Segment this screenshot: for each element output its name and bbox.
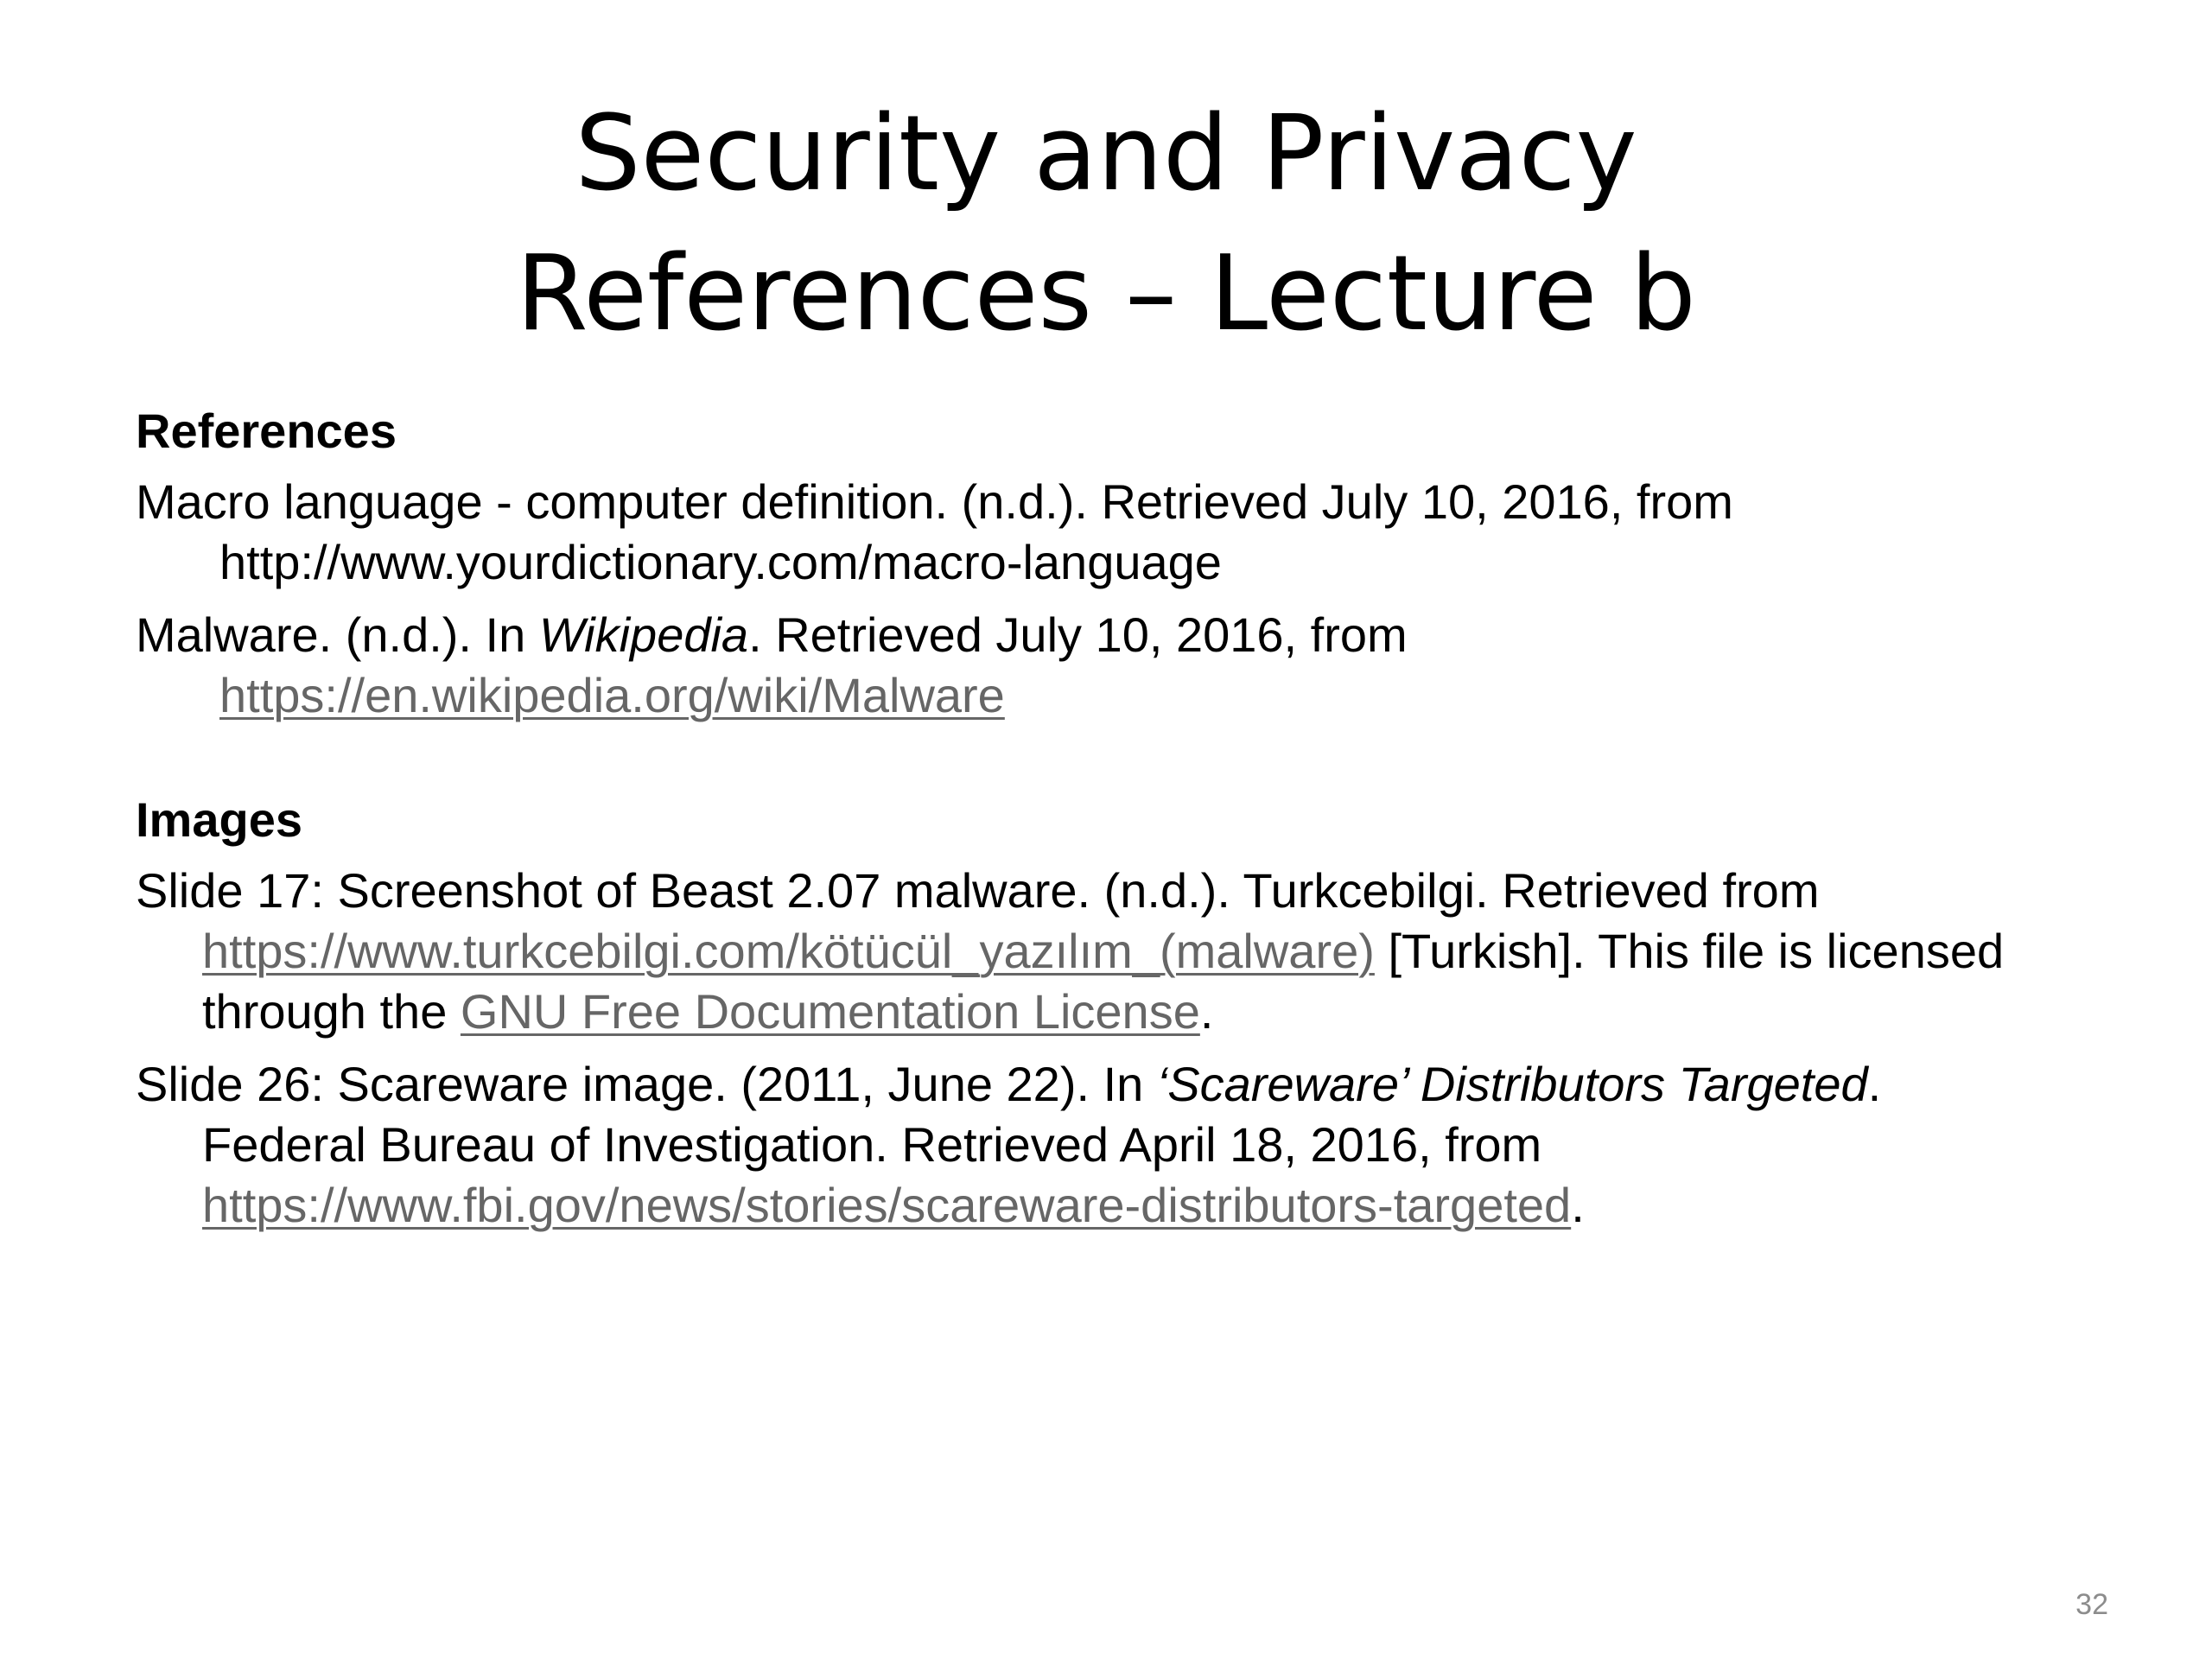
- reference-url-text: http://www.yourdictionary.com/macro-language: [219, 535, 1222, 589]
- references-heading: References: [136, 404, 397, 458]
- license-prefix: through the: [202, 984, 461, 1039]
- turkcebilgi-link[interactable]: https://www.turkcebilgi.com/kötücül_yazılım_(malware): [202, 924, 1375, 978]
- citation-source-title: Wikipedia: [538, 607, 749, 662]
- section-gap: [136, 738, 2114, 790]
- reference-item: [136, 605, 2114, 726]
- image-credit-line2: [136, 921, 2114, 982]
- license-suffix: .: [1199, 984, 1214, 1039]
- images-heading: Images: [136, 792, 302, 847]
- citation-suffix: .: [1867, 1057, 1882, 1111]
- reference-citation: Macro language - computer definition. (n.d.). Retrieved July 10, 2016, from: [136, 474, 1733, 529]
- image-credit-line3: [136, 982, 2114, 1042]
- page-number: 32: [2075, 1588, 2108, 1621]
- url-suffix: .: [1571, 1178, 1585, 1232]
- citation-prefix: Slide 26: Scareware image. (2011, June 22). In: [136, 1057, 1157, 1111]
- image-credit-item: [136, 1054, 2114, 1236]
- reference-item: [136, 472, 2114, 593]
- image-credit-item: [136, 861, 2114, 1042]
- image-credit-citation: Slide 17: Screenshot of Beast 2.07 malware. (n.d.). Turkcebilgi. Retrieved from: [136, 863, 1820, 918]
- image-credit-publisher: Federal Bureau of Investigation. Retrieved April 18, 2016, from: [202, 1117, 1542, 1172]
- image-credit-line3: [136, 1175, 2114, 1236]
- slide-title-line1: Security and Privacy: [575, 94, 1637, 214]
- slide-title-line2: References – Lecture b: [516, 234, 1696, 354]
- citation-prefix: Malware. (n.d.). In: [136, 607, 539, 662]
- wikipedia-malware-link[interactable]: https://en.wikipedia.org/wiki/Malware: [219, 668, 1005, 722]
- fbi-scareware-link[interactable]: https://www.fbi.gov/news/stories/scareware-distributors-targeted: [202, 1178, 1572, 1232]
- citation-suffix: . Retrieved July 10, 2016, from: [748, 607, 1408, 662]
- image-credit-citation: [136, 1054, 2114, 1115]
- citation-source-title: ‘Scareware’ Distributors Targeted: [1156, 1057, 1868, 1111]
- slide-body: [136, 401, 2114, 1248]
- reference-citation: [136, 605, 2114, 665]
- gnu-fdl-link[interactable]: GNU Free Documentation License: [460, 984, 1200, 1039]
- slide-title: [0, 85, 2212, 365]
- image-credit-language-note: [Turkish]. This file is licensed: [1374, 924, 2005, 978]
